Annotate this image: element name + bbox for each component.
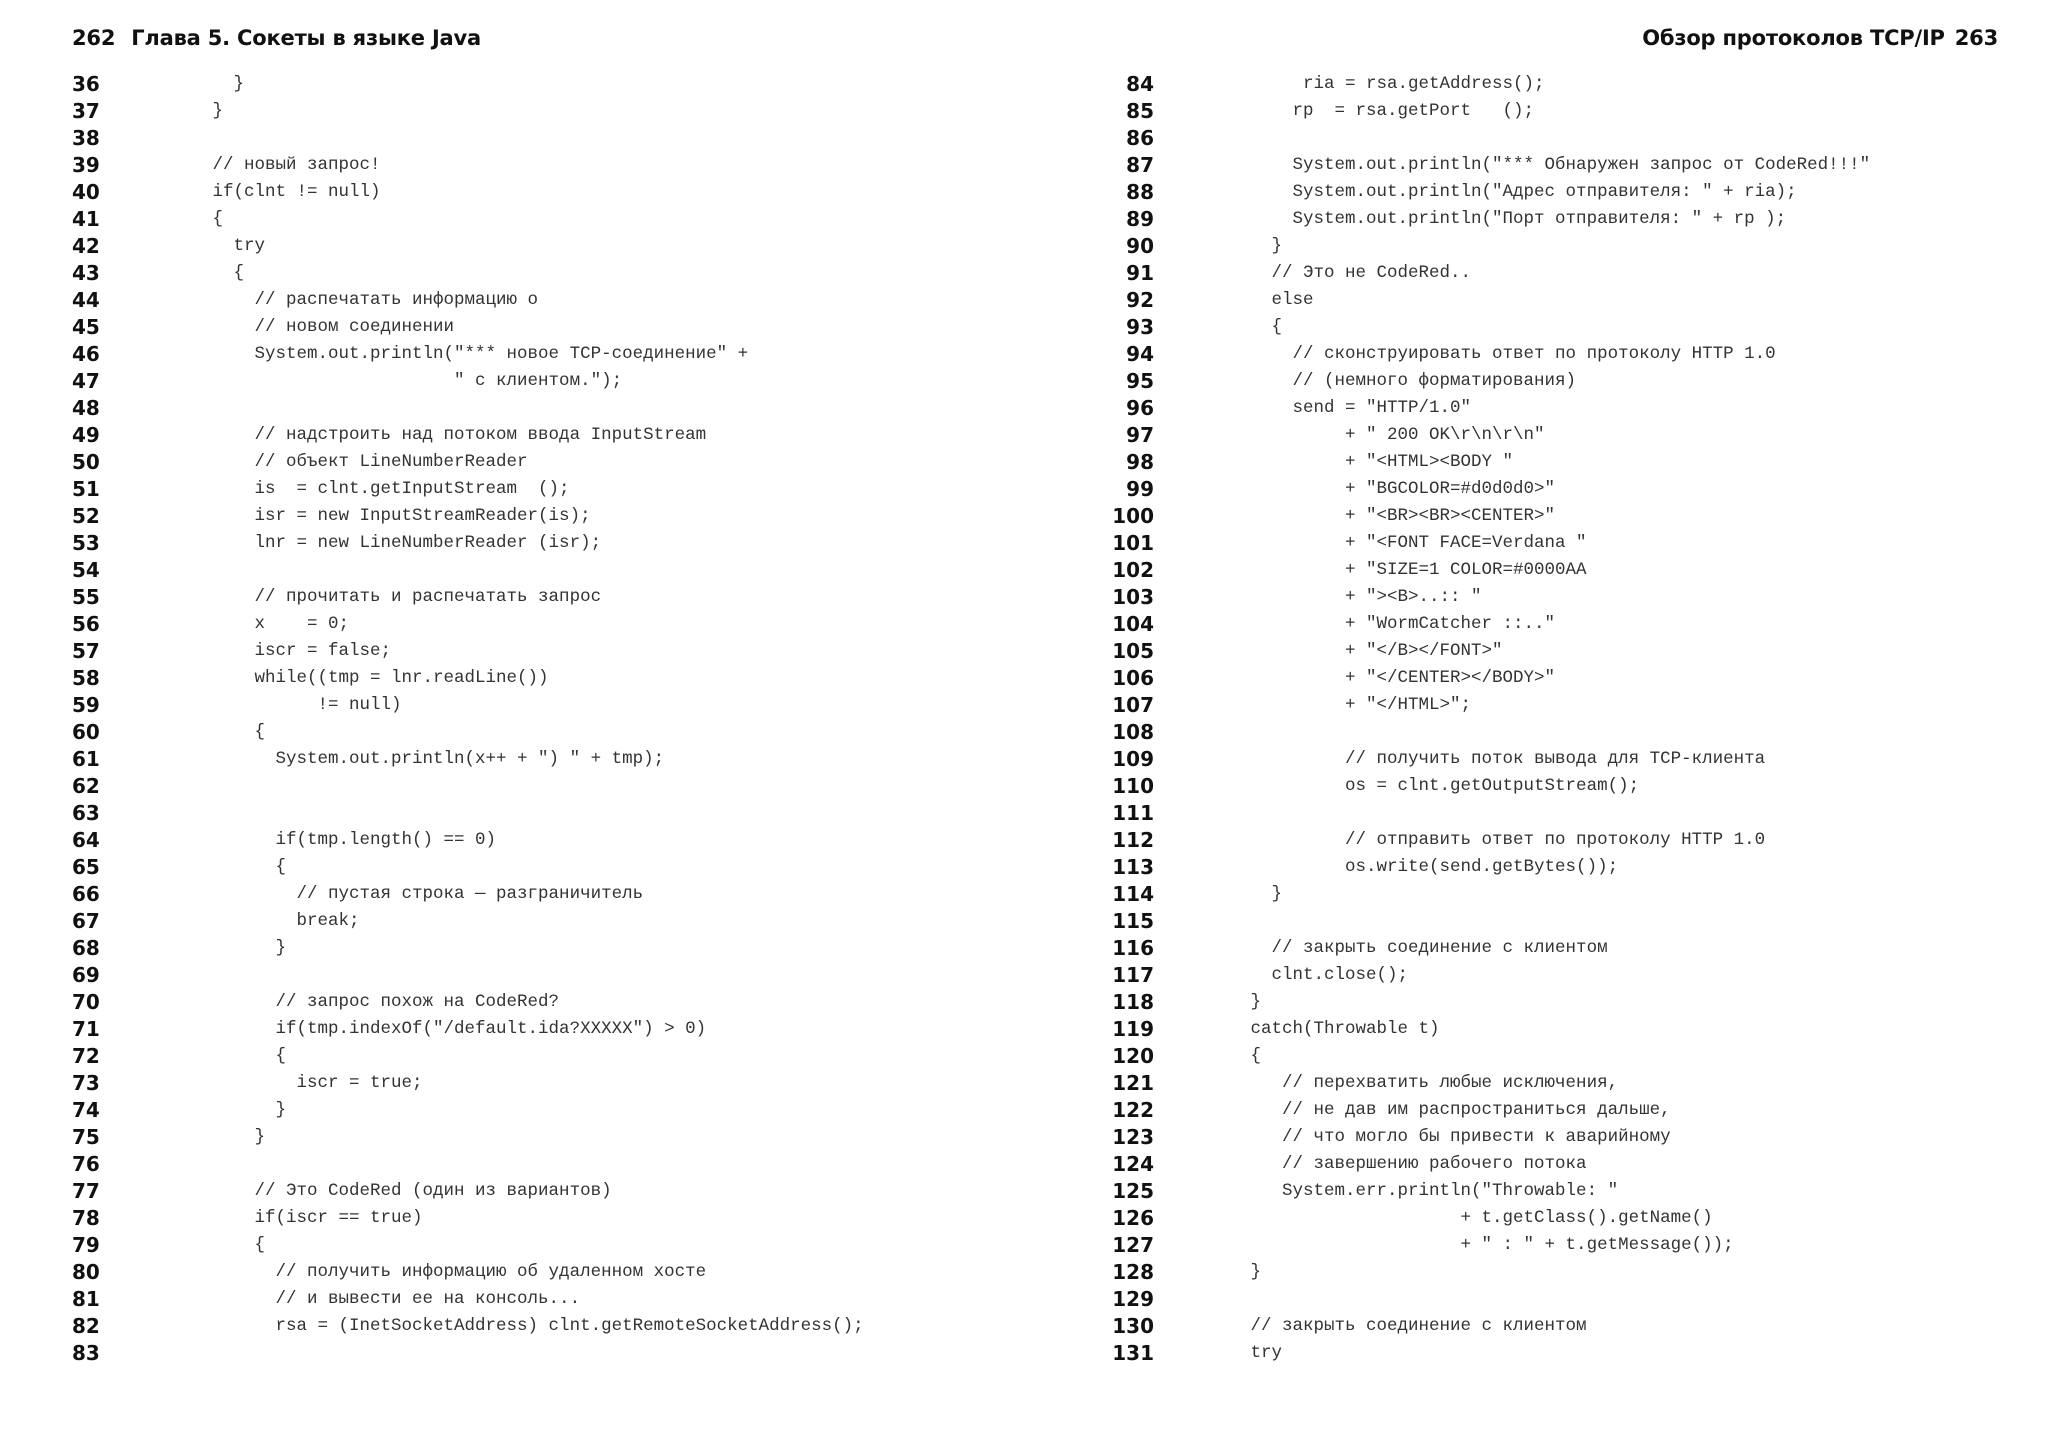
right-section-title: Обзор протоколов TCP/IP	[1642, 26, 1945, 50]
code-text: iscr = false;	[181, 641, 392, 661]
line-number: 73	[72, 1071, 100, 1095]
code-text: // новый запрос!	[181, 155, 381, 175]
line-number: 61	[72, 747, 100, 771]
line-number: 91	[1126, 261, 1154, 285]
code-line	[1084, 719, 2024, 746]
code-text: {	[181, 1046, 287, 1066]
code-line	[1084, 1070, 2024, 1097]
code-line	[72, 1124, 1012, 1151]
code-line	[72, 638, 1012, 665]
code-line	[1084, 287, 2024, 314]
code-line	[72, 854, 1012, 881]
code-line	[72, 1070, 1012, 1097]
left-page-number: 262	[72, 26, 116, 50]
code-text: // отправить ответ по протоколу HTTP 1.0	[1198, 830, 1766, 850]
code-line	[72, 1151, 1012, 1178]
code-line	[1084, 665, 2024, 692]
code-line	[72, 287, 1012, 314]
line-number: 124	[1112, 1152, 1154, 1176]
code-line	[1084, 449, 2024, 476]
code-text: // закрыть соединение с клиентом	[1198, 938, 1608, 958]
line-number: 44	[72, 288, 100, 312]
line-number: 111	[1112, 801, 1154, 825]
code-line	[72, 152, 1012, 179]
code-text: // получить поток вывода для TCP-клиента	[1198, 749, 1766, 769]
code-line	[72, 1232, 1012, 1259]
code-line	[1084, 935, 2024, 962]
code-text: {	[181, 857, 287, 877]
line-number: 68	[72, 936, 100, 960]
code-line	[1084, 1043, 2024, 1070]
code-line	[1084, 692, 2024, 719]
code-line	[1084, 1178, 2024, 1205]
code-line	[72, 1016, 1012, 1043]
code-line	[72, 746, 1012, 773]
code-text: }	[181, 74, 245, 94]
code-line	[72, 827, 1012, 854]
code-line	[1084, 1097, 2024, 1124]
line-number: 94	[1126, 342, 1154, 366]
line-number: 109	[1112, 747, 1154, 771]
code-text: + t.getClass().getName()	[1198, 1208, 1713, 1228]
line-number: 118	[1112, 990, 1154, 1014]
line-number: 65	[72, 855, 100, 879]
code-line	[1084, 125, 2024, 152]
code-text: + "</HTML>";	[1198, 695, 1472, 715]
code-line	[1084, 152, 2024, 179]
code-line	[1084, 773, 2024, 800]
code-text: {	[1198, 1046, 1262, 1066]
line-number: 77	[72, 1179, 100, 1203]
code-text: {	[1198, 317, 1283, 337]
code-line	[1084, 1124, 2024, 1151]
line-number: 97	[1126, 423, 1154, 447]
code-text: ria = rsa.getAddress();	[1198, 74, 1545, 94]
right-page-number: 263	[1954, 26, 1998, 50]
code-text: try	[181, 236, 266, 256]
code-text: {	[181, 263, 245, 283]
line-number: 104	[1112, 612, 1154, 636]
line-number: 41	[72, 207, 100, 231]
left-chapter-title: Глава 5. Сокеты в языке Java	[131, 26, 481, 50]
line-number: 102	[1112, 558, 1154, 582]
line-number: 78	[72, 1206, 100, 1230]
right-page	[1024, 0, 2048, 1447]
code-line	[72, 935, 1012, 962]
line-number: 126	[1112, 1206, 1154, 1230]
code-text: // не дав им распространиться дальше,	[1198, 1100, 1671, 1120]
code-text: + "<HTML><BODY "	[1198, 452, 1514, 472]
line-number: 62	[72, 774, 100, 798]
code-line	[1084, 1151, 2024, 1178]
code-line	[72, 557, 1012, 584]
line-number: 115	[1112, 909, 1154, 933]
code-line	[1084, 989, 2024, 1016]
line-number: 46	[72, 342, 100, 366]
line-number: 86	[1126, 126, 1154, 150]
code-line	[1084, 395, 2024, 422]
line-number: 51	[72, 477, 100, 501]
code-text: clnt.close();	[1198, 965, 1409, 985]
code-text: // Это CodeRed (один из вариантов)	[181, 1181, 612, 1201]
line-number: 83	[72, 1341, 100, 1365]
code-line	[1084, 800, 2024, 827]
line-number: 123	[1112, 1125, 1154, 1149]
code-line	[1084, 314, 2024, 341]
line-number: 121	[1112, 1071, 1154, 1095]
code-line	[72, 1259, 1012, 1286]
code-text: {	[181, 209, 224, 229]
line-number: 63	[72, 801, 100, 825]
line-number: 120	[1112, 1044, 1154, 1068]
line-number: 75	[72, 1125, 100, 1149]
code-line	[1084, 746, 2024, 773]
line-number: 72	[72, 1044, 100, 1068]
code-text: System.out.println("Порт отправителя: " + rp );	[1198, 209, 1787, 229]
line-number: 110	[1112, 774, 1154, 798]
code-line	[72, 881, 1012, 908]
code-text: }	[181, 938, 287, 958]
line-number: 43	[72, 261, 100, 285]
code-text: isr = new InputStreamReader(is);	[181, 506, 591, 526]
code-text: System.out.println("*** новое TCP-соединение" +	[181, 344, 749, 364]
code-line	[72, 962, 1012, 989]
code-text: rp = rsa.getPort ();	[1198, 101, 1535, 121]
line-number: 90	[1126, 234, 1154, 258]
code-text: send = "HTTP/1.0"	[1198, 398, 1472, 418]
code-text: if(tmp.indexOf("/default.ida?XXXXX") > 0)	[181, 1019, 707, 1039]
code-line	[72, 449, 1012, 476]
code-text: + "</CENTER></BODY>"	[1198, 668, 1556, 688]
code-line	[72, 476, 1012, 503]
code-line	[1084, 881, 2024, 908]
code-line	[1084, 206, 2024, 233]
code-text: // новом соединении	[181, 317, 455, 337]
line-number: 101	[1112, 531, 1154, 555]
line-number: 36	[72, 72, 100, 96]
code-text: }	[181, 1127, 266, 1147]
code-text: System.out.println(x++ + ") " + tmp);	[181, 749, 665, 769]
line-number: 113	[1112, 855, 1154, 879]
line-number: 47	[72, 369, 100, 393]
code-line	[72, 368, 1012, 395]
code-text: break;	[181, 911, 360, 931]
line-number: 116	[1112, 936, 1154, 960]
line-number: 67	[72, 909, 100, 933]
line-number: 40	[72, 180, 100, 204]
code-line	[72, 1097, 1012, 1124]
line-number: 129	[1112, 1287, 1154, 1311]
code-text: // закрыть соединение с клиентом	[1198, 1316, 1587, 1336]
code-text: }	[181, 101, 224, 121]
right-page-header	[1642, 26, 1998, 50]
code-line	[72, 989, 1012, 1016]
code-text: while((tmp = lnr.readLine())	[181, 668, 549, 688]
code-line	[72, 692, 1012, 719]
code-text: }	[1198, 884, 1283, 904]
line-number: 58	[72, 666, 100, 690]
line-number: 100	[1112, 504, 1154, 528]
left-page-header	[72, 26, 481, 50]
code-text: // что могло бы привести к аварийному	[1198, 1127, 1671, 1147]
line-number: 39	[72, 153, 100, 177]
code-line	[72, 530, 1012, 557]
code-line	[72, 98, 1012, 125]
line-number: 56	[72, 612, 100, 636]
code-line	[72, 665, 1012, 692]
code-text: lnr = new LineNumberReader (isr);	[181, 533, 602, 553]
line-number: 82	[72, 1314, 100, 1338]
code-text: catch(Throwable t)	[1198, 1019, 1440, 1039]
code-line	[72, 314, 1012, 341]
line-number: 80	[72, 1260, 100, 1284]
line-number: 99	[1126, 477, 1154, 501]
line-number: 131	[1112, 1341, 1154, 1365]
code-line	[1084, 476, 2024, 503]
code-line	[1084, 962, 2024, 989]
line-number: 74	[72, 1098, 100, 1122]
left-code-listing	[72, 71, 1012, 1367]
code-line	[1084, 233, 2024, 260]
code-line	[1084, 530, 2024, 557]
line-number: 105	[1112, 639, 1154, 663]
code-text: else	[1198, 290, 1314, 310]
line-number: 84	[1126, 72, 1154, 96]
code-line	[72, 611, 1012, 638]
line-number: 98	[1126, 450, 1154, 474]
code-line	[1084, 341, 2024, 368]
line-number: 53	[72, 531, 100, 555]
code-text: " с клиентом.");	[181, 371, 623, 391]
code-text: }	[181, 1100, 287, 1120]
code-text: os = clnt.getOutputStream();	[1198, 776, 1640, 796]
code-text: // распечатать информацию о	[181, 290, 539, 310]
line-number: 93	[1126, 315, 1154, 339]
code-text: // запрос похож на CodeRed?	[181, 992, 560, 1012]
code-line	[72, 179, 1012, 206]
line-number: 87	[1126, 153, 1154, 177]
code-line	[72, 260, 1012, 287]
code-text: // надстроить над потоком ввода InputStream	[181, 425, 707, 445]
code-text: System.err.println("Throwable: "	[1198, 1181, 1619, 1201]
code-text: {	[181, 722, 266, 742]
code-text: }	[1198, 1262, 1262, 1282]
code-text: iscr = true;	[181, 1073, 423, 1093]
code-line	[1084, 98, 2024, 125]
code-text: + "><B>..:: "	[1198, 587, 1482, 607]
code-line	[72, 341, 1012, 368]
line-number: 42	[72, 234, 100, 258]
line-number: 119	[1112, 1017, 1154, 1041]
code-text: // прочитать и распечатать запрос	[181, 587, 602, 607]
code-line	[1084, 584, 2024, 611]
code-line	[72, 125, 1012, 152]
code-line	[72, 233, 1012, 260]
line-number: 48	[72, 396, 100, 420]
line-number: 45	[72, 315, 100, 339]
code-text: // завершению рабочего потока	[1198, 1154, 1587, 1174]
line-number: 60	[72, 720, 100, 744]
code-text: + "<FONT FACE=Verdana "	[1198, 533, 1587, 553]
code-text: // (немного форматирования)	[1198, 371, 1577, 391]
code-text: System.out.println("*** Обнаружен запрос от CodeRed!!!"	[1198, 155, 1871, 175]
code-line	[1084, 638, 2024, 665]
code-text: }	[1198, 992, 1262, 1012]
code-line	[1084, 260, 2024, 287]
code-text: if(iscr == true)	[181, 1208, 423, 1228]
code-line	[72, 1178, 1012, 1205]
line-number: 66	[72, 882, 100, 906]
line-number: 96	[1126, 396, 1154, 420]
code-line	[72, 422, 1012, 449]
code-line	[1084, 908, 2024, 935]
line-number: 92	[1126, 288, 1154, 312]
line-number: 55	[72, 585, 100, 609]
code-line	[1084, 1232, 2024, 1259]
code-line	[72, 206, 1012, 233]
line-number: 64	[72, 828, 100, 852]
line-number: 37	[72, 99, 100, 123]
code-text: + " : " + t.getMessage());	[1198, 1235, 1734, 1255]
line-number: 117	[1112, 963, 1154, 987]
line-number: 107	[1112, 693, 1154, 717]
code-line	[1084, 1340, 2024, 1367]
code-text: + "WormCatcher ::.."	[1198, 614, 1556, 634]
code-line	[72, 1340, 1012, 1367]
line-number: 50	[72, 450, 100, 474]
code-line	[72, 719, 1012, 746]
line-number: 57	[72, 639, 100, 663]
line-number: 103	[1112, 585, 1154, 609]
code-text: + "SIZE=1 COLOR=#0000AA	[1198, 560, 1587, 580]
line-number: 79	[72, 1233, 100, 1257]
line-number: 88	[1126, 180, 1154, 204]
code-line	[1084, 503, 2024, 530]
line-number: 130	[1112, 1314, 1154, 1338]
line-number: 128	[1112, 1260, 1154, 1284]
code-text: // Это не CodeRed..	[1198, 263, 1472, 283]
line-number: 81	[72, 1287, 100, 1311]
code-line	[72, 908, 1012, 935]
code-line	[1084, 557, 2024, 584]
code-line	[1084, 368, 2024, 395]
code-text: os.write(send.getBytes());	[1198, 857, 1619, 877]
code-line	[72, 1205, 1012, 1232]
code-line	[1084, 179, 2024, 206]
right-code-listing	[1084, 71, 2024, 1367]
code-line	[72, 71, 1012, 98]
code-text: if(tmp.length() == 0)	[181, 830, 497, 850]
code-line	[1084, 1205, 2024, 1232]
code-text: // сконструировать ответ по протоколу HTTP 1.0	[1198, 344, 1776, 364]
code-text: }	[1198, 236, 1283, 256]
line-number: 95	[1126, 369, 1154, 393]
code-line	[1084, 1016, 2024, 1043]
line-number: 54	[72, 558, 100, 582]
code-text: != null)	[181, 695, 402, 715]
line-number: 76	[72, 1152, 100, 1176]
code-line	[72, 800, 1012, 827]
line-number: 114	[1112, 882, 1154, 906]
code-text: + "</B></FONT>"	[1198, 641, 1503, 661]
code-text: // перехватить любые исключения,	[1198, 1073, 1619, 1093]
code-line	[1084, 1286, 2024, 1313]
code-text: rsa = (InetSocketAddress) clnt.getRemoteSocketAddress();	[181, 1316, 864, 1336]
code-line	[72, 395, 1012, 422]
code-line	[1084, 854, 2024, 881]
line-number: 59	[72, 693, 100, 717]
code-text: System.out.println("Адрес отправителя: " + ria);	[1198, 182, 1797, 202]
code-text: {	[181, 1235, 266, 1255]
code-text: is = clnt.getInputStream ();	[181, 479, 570, 499]
code-line	[72, 503, 1012, 530]
line-number: 49	[72, 423, 100, 447]
code-text: // получить информацию об удаленном хосте	[181, 1262, 707, 1282]
line-number: 127	[1112, 1233, 1154, 1257]
code-line	[1084, 611, 2024, 638]
line-number: 71	[72, 1017, 100, 1041]
code-text: if(clnt != null)	[181, 182, 381, 202]
code-line	[72, 1286, 1012, 1313]
line-number: 38	[72, 126, 100, 150]
code-line	[1084, 827, 2024, 854]
code-line	[72, 1313, 1012, 1340]
code-text: try	[1198, 1343, 1283, 1363]
code-text: // и вывести ее на консоль...	[181, 1289, 581, 1309]
code-text: + "BGCOLOR=#d0d0d0>"	[1198, 479, 1556, 499]
code-text: // пустая строка — разграничитель	[181, 884, 644, 904]
line-number: 69	[72, 963, 100, 987]
code-line	[1084, 71, 2024, 98]
code-line	[72, 773, 1012, 800]
code-text: + " 200 OK\r\n\r\n"	[1198, 425, 1545, 445]
code-line	[72, 1043, 1012, 1070]
code-line	[1084, 422, 2024, 449]
code-text: // объект LineNumberReader	[181, 452, 528, 472]
code-line	[1084, 1259, 2024, 1286]
line-number: 70	[72, 990, 100, 1014]
code-text: + "<BR><BR><CENTER>"	[1198, 506, 1556, 526]
code-text: x = 0;	[181, 614, 350, 634]
line-number: 108	[1112, 720, 1154, 744]
line-number: 52	[72, 504, 100, 528]
code-line	[1084, 1313, 2024, 1340]
line-number: 112	[1112, 828, 1154, 852]
line-number: 125	[1112, 1179, 1154, 1203]
line-number: 106	[1112, 666, 1154, 690]
line-number: 122	[1112, 1098, 1154, 1122]
code-line	[72, 584, 1012, 611]
line-number: 89	[1126, 207, 1154, 231]
line-number: 85	[1126, 99, 1154, 123]
